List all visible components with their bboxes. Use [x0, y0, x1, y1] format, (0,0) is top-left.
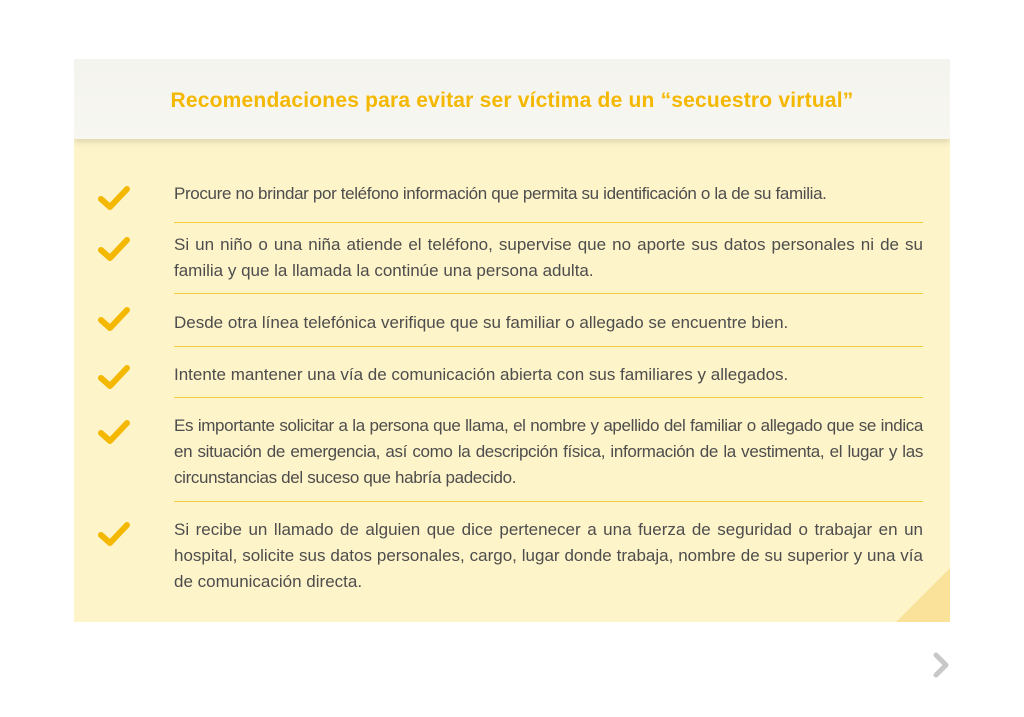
item-text: Si un niño o una niña atiende el teléfono, supervise que no aporte sus datos personales ni de su familia y que la llamada la continúe una persona adulta.: [174, 235, 923, 280]
check-icon: [98, 306, 130, 332]
check-icon: [98, 419, 130, 445]
item-text: Procure no brindar por teléfono información que permita su identificación o la de su familia.: [174, 184, 827, 203]
page-title: Recomendaciones para evitar ser víctima de un “secuestro virtual”: [170, 89, 854, 112]
card-header: [74, 59, 950, 139]
check-icon: [98, 364, 130, 390]
item-text: Desde otra línea telefónica verifique que su familiar o allegado se encuentre bien.: [174, 313, 789, 332]
chevron-right-icon[interactable]: [928, 650, 954, 680]
check-icon: [98, 185, 130, 211]
check-icon: [98, 236, 130, 262]
item-text: Si recibe un llamado de alguien que dice pertenecer a una fuerza de seguridad o trabajar en un hospital, solicite sus datos personales, cargo, lugar donde trabaja, nombre de su superior y una vía de comunicación directa.: [174, 520, 923, 591]
check-icon: [98, 521, 130, 547]
divider: [174, 222, 923, 223]
corner-fold: [896, 568, 950, 622]
recommendations-card: [74, 59, 950, 622]
divider: [174, 397, 923, 398]
divider: [174, 293, 923, 294]
item-text: Es importante solicitar a la persona que llama, el nombre y apellido del familiar o allegado que se indica en situación de emergencia, así como la descripción física, información de la vestimenta, el lugar y las circunstancias del suceso que habría padecido.: [174, 416, 923, 487]
item-text: Intente mantener una vía de comunicación abierta con sus familiares y allegados.: [174, 365, 789, 384]
divider: [174, 346, 923, 347]
divider: [174, 501, 923, 502]
